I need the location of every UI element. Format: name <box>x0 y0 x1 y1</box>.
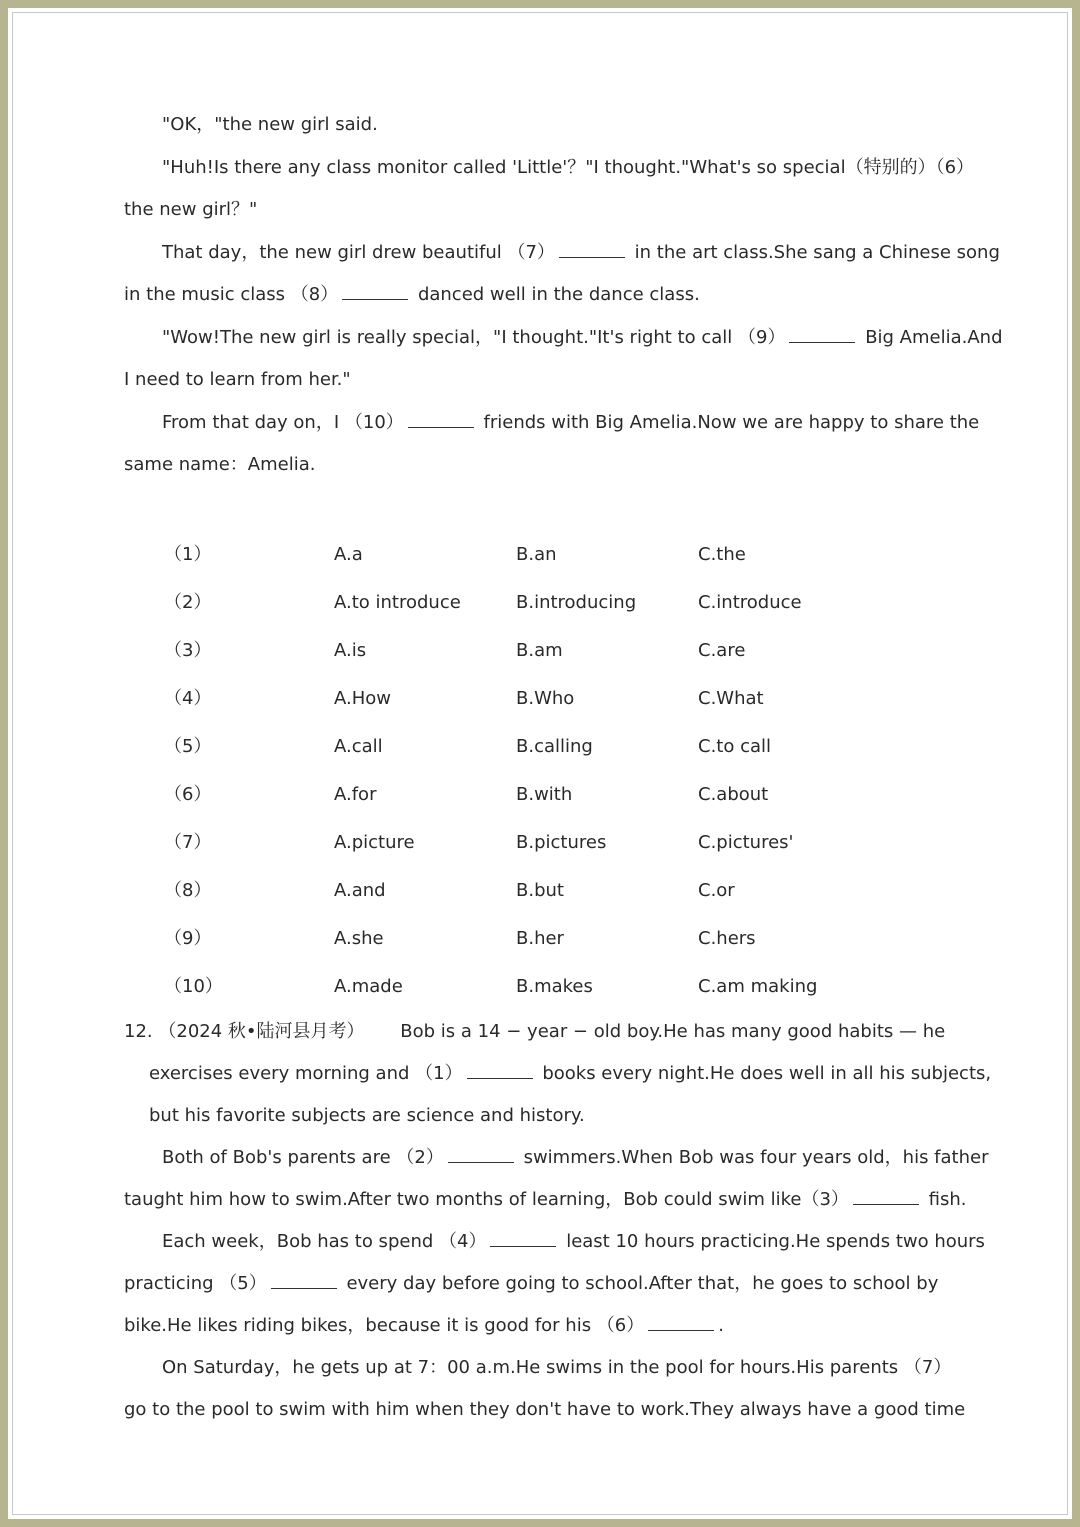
option-b[interactable]: B.pictures <box>516 831 607 853</box>
option-c[interactable]: C.hers <box>698 927 756 949</box>
option-number: （9） <box>164 927 212 949</box>
option-b[interactable]: B.makes <box>516 975 593 997</box>
answer-blank[interactable] <box>448 1144 514 1163</box>
option-row <box>124 819 966 867</box>
option-a[interactable]: A.made <box>334 975 403 997</box>
option-b[interactable]: B.with <box>516 783 573 805</box>
passage-text: "Wow!The new girl is really special，"I thought."It's right to call （9） <box>162 326 786 348</box>
answer-blank[interactable] <box>342 281 408 300</box>
option-b[interactable]: B.an <box>516 543 557 565</box>
option-b[interactable]: B.her <box>516 927 564 949</box>
passage-line: but his favorite subjects are science and history. <box>149 1104 585 1126</box>
option-row <box>124 579 966 627</box>
question-12 <box>124 1011 992 1431</box>
option-a[interactable]: A.a <box>334 543 363 565</box>
option-number: （2） <box>164 591 212 613</box>
passage-text: books every night.He does well in all his subjects, <box>542 1062 992 1084</box>
passage-text: least 10 hours practicing.He spends two hours <box>566 1230 985 1252</box>
option-b[interactable]: B.Who <box>516 687 575 709</box>
option-c[interactable]: C.the <box>698 543 746 565</box>
passage-line: I need to learn from her." <box>124 369 351 390</box>
options-table <box>124 531 966 1011</box>
option-a[interactable]: A.picture <box>334 831 415 853</box>
passage-text: friends with Big Amelia.Now we are happy to share the <box>483 411 980 433</box>
passage-line: same name：Amelia. <box>124 454 316 475</box>
option-c[interactable]: C.am making <box>698 975 818 997</box>
option-a[interactable]: A.for <box>334 783 377 805</box>
option-b[interactable]: B.introducing <box>516 591 637 613</box>
passage-line <box>124 1179 966 1221</box>
option-row <box>124 627 966 675</box>
option-number: （8） <box>164 879 212 901</box>
option-c[interactable]: C.about <box>698 783 769 805</box>
option-b[interactable]: B.but <box>516 879 564 901</box>
answer-blank[interactable] <box>853 1186 919 1205</box>
option-row <box>124 675 966 723</box>
passage-line <box>124 1137 989 1179</box>
passage-text: swimmers.When Bob was four years old，his father <box>523 1146 989 1168</box>
question-source: （2024 秋•陆河县月考） <box>158 1020 365 1042</box>
option-row <box>124 771 966 819</box>
passage-text: every day before going to school.After that，he goes to school by <box>346 1272 939 1294</box>
passage-line <box>124 317 1003 360</box>
passage-line <box>124 232 1000 275</box>
option-number: （4） <box>164 687 212 709</box>
option-number: （10） <box>164 975 223 997</box>
passage-line <box>124 402 980 445</box>
option-row <box>124 723 966 771</box>
option-a[interactable]: A.call <box>334 735 383 757</box>
passage-text: practicing （5） <box>124 1272 267 1294</box>
passage-text: taught him how to swim.After two months of learning，Bob could swim like（3） <box>124 1188 849 1210</box>
passage-text: Bob is a 14 − year − old boy.He has many good habits — he <box>400 1020 946 1042</box>
option-number: （5） <box>164 735 212 757</box>
passage-text: Big Amelia.And <box>865 326 1003 348</box>
option-row <box>124 531 966 579</box>
option-a[interactable]: A.is <box>334 639 367 661</box>
option-a[interactable]: A.How <box>334 687 391 709</box>
passage-text: in the art class.She sang a Chinese song <box>634 241 1000 263</box>
passage-line: "OK，"the new girl said. <box>162 114 378 135</box>
spacer <box>124 487 966 531</box>
passage-text: fish. <box>928 1188 967 1210</box>
answer-blank[interactable] <box>789 324 855 343</box>
document-content <box>124 104 1003 1431</box>
passage-text: bike.He likes riding bikes，because it is good for his （6） <box>124 1314 645 1336</box>
passage-text: Both of Bob's parents are （2） <box>162 1146 444 1168</box>
passage-line <box>124 1263 966 1305</box>
passage-line <box>124 274 966 317</box>
option-c[interactable]: C.What <box>698 687 764 709</box>
option-b[interactable]: B.calling <box>516 735 593 757</box>
option-row <box>124 963 966 1011</box>
passage-text: . <box>718 1314 724 1336</box>
option-a[interactable]: A.she <box>334 927 384 949</box>
option-row <box>124 915 966 963</box>
passage-text: exercises every morning and （1） <box>149 1062 463 1084</box>
answer-blank[interactable] <box>559 239 625 258</box>
option-c[interactable]: C.are <box>698 639 746 661</box>
option-b[interactable]: B.am <box>516 639 563 661</box>
answer-blank[interactable] <box>648 1312 714 1331</box>
page-frame <box>8 8 1072 1519</box>
passage-line: On Saturday，he gets up at 7：00 a.m.He swims in the pool for hours.His parents （7） <box>162 1356 952 1378</box>
option-c[interactable]: C.pictures' <box>698 831 794 853</box>
option-number: （3） <box>164 639 212 661</box>
question-number: 12. <box>124 1020 153 1042</box>
answer-blank[interactable] <box>271 1270 337 1289</box>
answer-blank[interactable] <box>408 409 474 428</box>
passage-text: That day，the new girl drew beautiful （7） <box>162 241 555 263</box>
question-line <box>124 1011 966 1053</box>
passage-text: From that day on，I （10） <box>162 411 404 433</box>
passage-line: "Huh!Is there any class monitor called 'Little'？"I thought."What's so special（特别的）（6） <box>162 156 975 178</box>
option-c[interactable]: C.to call <box>698 735 772 757</box>
option-a[interactable]: A.and <box>334 879 386 901</box>
option-number: （7） <box>164 831 212 853</box>
passage-line: the new girl？" <box>124 199 258 220</box>
passage-text: Each week，Bob has to spend （4） <box>162 1230 487 1252</box>
option-c[interactable]: C.introduce <box>698 591 802 613</box>
passage-line: go to the pool to swim with him when they don't have to work.They always have a good time <box>124 1398 966 1420</box>
option-number: （1） <box>164 543 212 565</box>
option-row <box>124 867 966 915</box>
answer-blank[interactable] <box>467 1060 533 1079</box>
passage-line <box>124 1053 992 1095</box>
option-c[interactable]: C.or <box>698 879 735 901</box>
passage-text: danced well in the dance class. <box>417 284 700 305</box>
answer-blank[interactable] <box>490 1228 556 1247</box>
option-a[interactable]: A.to introduce <box>334 591 461 613</box>
passage-line <box>124 1221 985 1263</box>
passage-text: in the music class （8） <box>124 284 339 305</box>
option-number: （6） <box>164 783 212 805</box>
passage-line <box>124 1305 966 1347</box>
